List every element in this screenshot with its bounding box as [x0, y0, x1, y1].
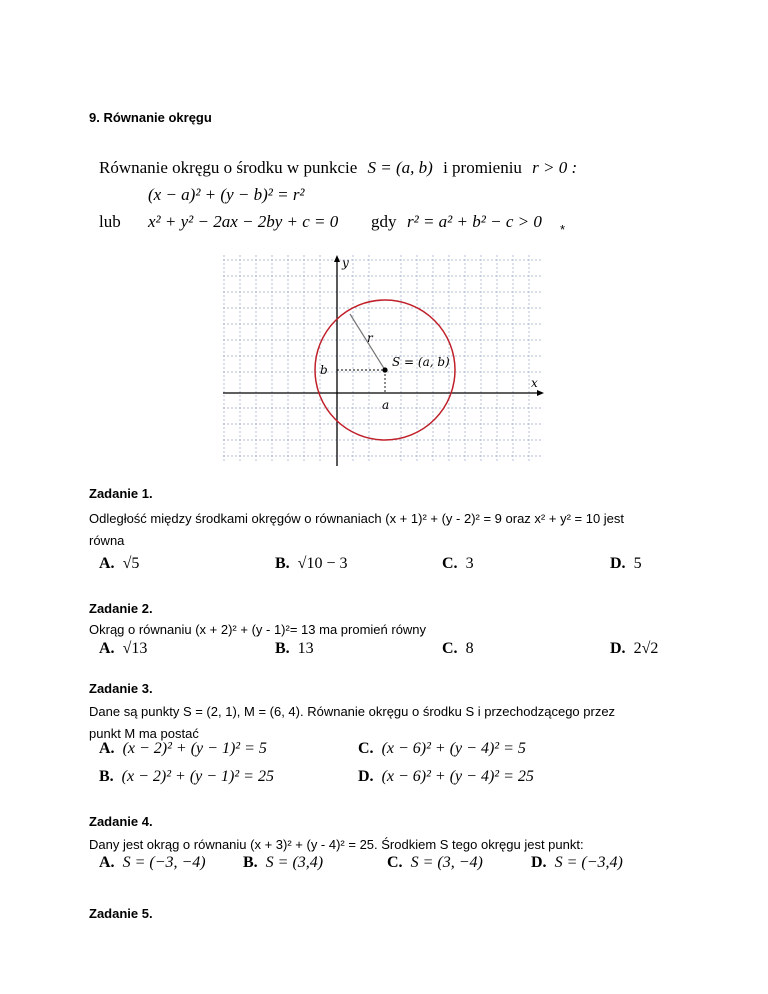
task-3-option-d: D. (x − 6)² + (y − 4)² = 25 — [358, 768, 534, 785]
formula-standard: (x − a)² + (y − b)² = r² — [148, 185, 305, 204]
formula-condition: r² = a² + b² − c > 0 — [407, 212, 542, 231]
task-1-text: Odległość między środkami okręgów o równaniach (x + 1)² + (y - 2)² = 9 oraz x² + y² = 10 jest — [89, 511, 625, 526]
task-3-text-cont: punkt M ma postać — [89, 726, 199, 741]
x-axis-arrow — [537, 390, 544, 396]
task-3-option-a: A. (x − 2)² + (y − 1)² = 5 — [99, 740, 267, 757]
task-2-text: Okrąg o równaniu (x + 2)² + (y - 1)²= 13 ma promień równy — [89, 622, 427, 637]
task-3-title: Zadanie 3. — [89, 681, 153, 696]
task-2-title: Zadanie 2. — [89, 601, 153, 616]
formula-general: x² + y² − 2ax − 2by + c = 0 — [148, 212, 339, 231]
task-4-title: Zadanie 4. — [89, 814, 153, 829]
intro-mid: i promieniu — [443, 158, 522, 177]
footnote-star: * — [560, 222, 566, 237]
intro-line1 — [99, 158, 577, 178]
task-4-option-d: D. S = (−3,4) — [531, 854, 623, 871]
task-3-text: Dane są punkty S = (2, 1), M = (6, 4). Równanie okręgu o środku S i przechodzącego przez — [89, 704, 616, 719]
section-title: 9. Równanie okręgu — [89, 110, 212, 125]
task-2-option-c: C. 8 — [442, 640, 474, 657]
task-1-option-a: A. √5 — [99, 555, 140, 572]
y-axis-label: y — [342, 256, 349, 270]
task-4-option-b: B. S = (3,4) — [243, 854, 324, 871]
lub-label: lub — [99, 212, 121, 231]
task-2-option-b: B. 13 — [275, 640, 314, 657]
task-3-option-b: B. (x − 2)² + (y − 1)² = 25 — [99, 768, 274, 785]
intro-point: S = (a, b) — [367, 158, 433, 177]
intro-cond: r > 0 : — [532, 158, 578, 177]
task-1-option-b: B. √10 − 3 — [275, 555, 348, 572]
gdy-label: gdy — [371, 212, 397, 231]
task-4-option-c: C. S = (3, −4) — [387, 854, 483, 871]
task-4-option-a: A. S = (−3, −4) — [99, 854, 206, 871]
task-2-option-d: D. 2√2 — [610, 640, 659, 657]
task-4-text: Dany jest okrąg o równaniu (x + 3)² + (y - 4)² = 25. Środkiem S tego okręgu jest punkt: — [89, 837, 584, 852]
task-1-text-cont: równa — [89, 533, 125, 548]
circle-figure — [220, 250, 550, 472]
b-label: b — [320, 363, 328, 377]
center-point — [382, 367, 387, 372]
task-2-option-a: A. √13 — [99, 640, 148, 657]
a-label: a — [382, 398, 390, 412]
center-label: S = (a, b) — [392, 355, 450, 369]
grid — [223, 255, 542, 462]
task-1-option-c: C. 3 — [442, 555, 474, 572]
intro-text: Równanie okręgu o środku w punkcie — [99, 158, 358, 177]
task-1-option-d: D. 5 — [610, 555, 642, 572]
task-5-title: Zadanie 5. — [89, 906, 153, 921]
task-1-title: Zadanie 1. — [89, 486, 153, 501]
x-axis-label: x — [531, 376, 538, 390]
y-axis-arrow — [334, 255, 340, 262]
task-3-option-c: C. (x − 6)² + (y − 4)² = 5 — [358, 740, 526, 757]
radius-label: r — [367, 331, 373, 345]
